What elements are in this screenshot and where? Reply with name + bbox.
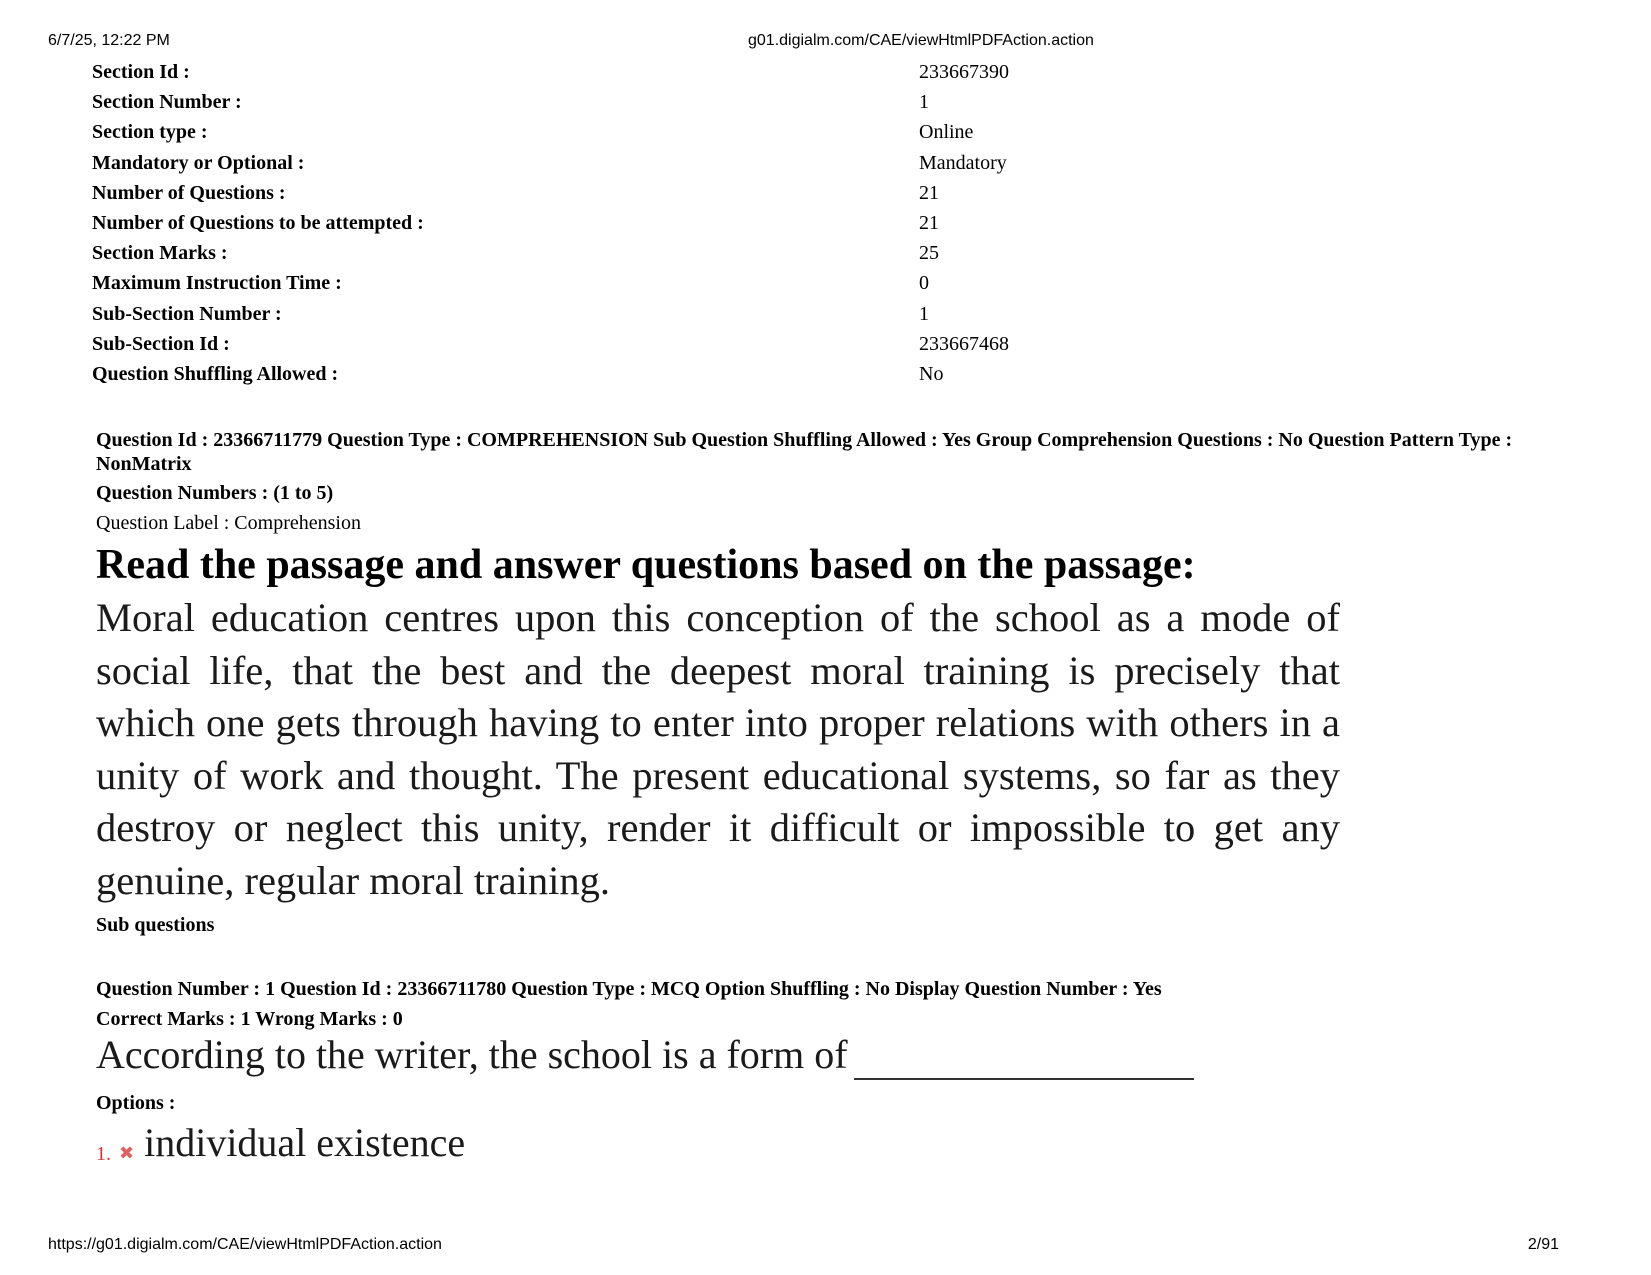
option-item [96, 1118, 465, 1168]
section-row-label: Number of Questions to be attempted : [92, 211, 424, 234]
question-numbers: Question Numbers : (1 to 5) [96, 482, 334, 504]
section-row [92, 332, 1092, 362]
section-row-value: 233667390 [919, 61, 1009, 83]
answer-blank [854, 1042, 1194, 1080]
section-row-value: 1 [919, 91, 929, 114]
sub-question-meta [96, 974, 1162, 1034]
sub-question-marks: Correct Marks : 1 Wrong Marks : 0 [96, 1008, 403, 1030]
sub-questions-heading: Sub questions [96, 914, 215, 936]
section-row-value: 21 [919, 211, 939, 234]
section-row [92, 120, 1092, 150]
section-row [92, 211, 1092, 241]
section-row-label: Maximum Instruction Time : [92, 272, 342, 295]
question-meta: Question Id : 23366711779 Question Type : COMPREHENSION Sub Question Shuffling Allowed : Yes Group Comprehension Questions : No Question Pattern Type : NonMatrix [96, 429, 1513, 475]
section-row-label: Sub-Section Id : [92, 332, 230, 355]
section-row-value: Online [919, 121, 974, 144]
print-footer-url: https://g01.digialm.com/CAE/viewHtmlPDFAction.action [48, 1236, 442, 1253]
sub-question-text [96, 1030, 1194, 1080]
section-row [92, 90, 1092, 120]
cross-icon: ✖ [119, 1143, 135, 1163]
section-row [92, 302, 1092, 332]
passage-text: Moral education centres upon this conception of the school as a mode of social life, that the best and the deepest moral training is precisely that which one gets through having to enter into proper relations with others in a unity of work and thought. The present educational systems, so far as they destroy or neglect this unity, render it difficult or impossible to get any genuine, regular moral training. [96, 595, 1340, 903]
section-row [92, 60, 1092, 90]
section-row [92, 241, 1092, 271]
section-row [92, 362, 1092, 392]
section-row-label: Section Number : [92, 91, 242, 114]
section-details-table [92, 60, 1092, 392]
section-row-label: Question Shuffling Allowed : [92, 362, 339, 385]
passage-title: Read the passage and answer questions based on the passage: [96, 542, 1196, 588]
section-row-label: Section type : [92, 121, 208, 144]
section-row-label: Sub-Section Number : [92, 302, 282, 325]
page-number: 2/91 [1527, 1236, 1559, 1253]
section-row-value: No [919, 362, 944, 385]
section-row-value: 0 [919, 272, 929, 295]
section-row-label: Mandatory or Optional : [92, 151, 305, 174]
section-row-value: 25 [919, 242, 939, 265]
section-row-value: 21 [919, 181, 939, 204]
section-row-label: Number of Questions : [92, 181, 286, 204]
question-label: Question Label : Comprehension [96, 512, 361, 534]
sub-question-stem: According to the writer, the school is a form of [96, 1032, 848, 1077]
option-number: 1. [96, 1143, 111, 1165]
section-row [92, 151, 1092, 181]
options-heading: Options : [96, 1092, 176, 1114]
section-row-value: 1 [919, 302, 929, 325]
section-row-value: Mandatory [919, 151, 1007, 174]
print-header-url: g01.digialm.com/CAE/viewHtmlPDFAction.action [748, 32, 1094, 49]
sub-question-meta-line: Question Number : 1 Question Id : 23366711780 Question Type : MCQ Option Shuffling : No Display Question Number : Yes [96, 978, 1162, 1000]
section-row-label: Section Id : [92, 61, 190, 83]
section-row [92, 271, 1092, 301]
section-row-value: 233667468 [919, 332, 1009, 355]
section-row-label: Section Marks : [92, 242, 228, 265]
option-text: individual existence [144, 1120, 466, 1165]
print-datetime: 6/7/25, 12:22 PM [48, 32, 170, 49]
section-row [92, 181, 1092, 211]
